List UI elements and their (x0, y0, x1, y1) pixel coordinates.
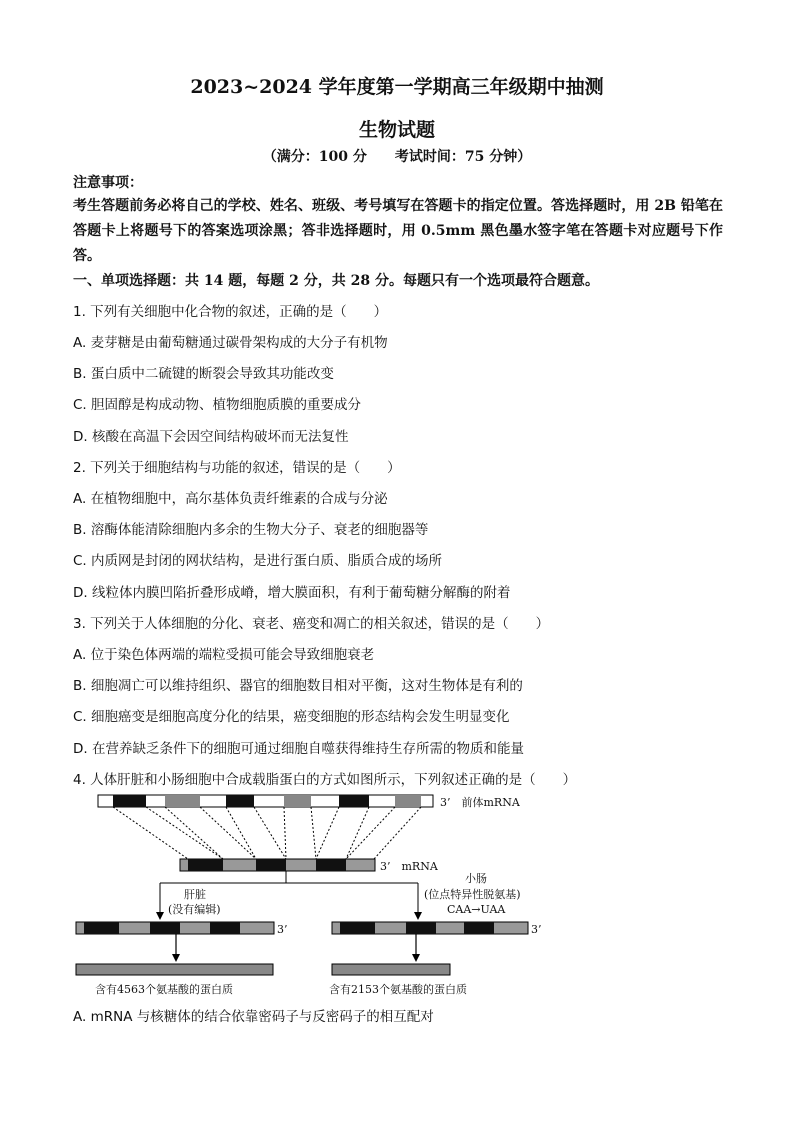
arrow-translate-left (172, 954, 180, 962)
question-stem: 3. 下列关于人体细胞的分化、衰老、癌变和凋亡的相关叙述，错误的是（ ） (73, 616, 550, 632)
question-option: B. 溶酶体能清除细胞内多余的生物大分子、衰老的细胞器等 (73, 522, 429, 538)
question-option: A. 在植物细胞中，高尔基体负责纤维素的合成与分泌 (73, 491, 388, 507)
question-option: C. 内质网是封闭的网状结构，是进行蛋白质、脂质合成的场所 (73, 553, 443, 569)
mrna-label: 3’ mRNA (380, 860, 438, 873)
pre-mrna-bar (98, 795, 433, 807)
question-option: D. 线粒体内膜凹陷折叠形成嵴，增大膜面积，有利于葡萄糖分解酶的附着 (73, 585, 511, 601)
subject-title: 生物试题 (358, 119, 435, 141)
liver-label: 肝脏 (184, 888, 206, 901)
question-option: C. 细胞癌变是细胞高度分化的结果，癌变细胞的形态结构会发生明显变化 (73, 709, 510, 725)
question-option: A. 位于染色体两端的端粒受损可能会导致细胞衰老 (73, 647, 375, 663)
mrna-editing-diagram (70, 788, 550, 1003)
arrow-translate-right (412, 954, 420, 962)
question-option: B. 细胞凋亡可以维持组织、器官的细胞数目相对平衡，这对生物体是有利的 (73, 678, 523, 694)
intestine-mrna-bar (332, 922, 528, 934)
intestine-note: (位点特异性脱氨基) (424, 888, 521, 901)
translation-lines (176, 934, 416, 956)
notes-heading: 注意事项： (73, 175, 143, 191)
question-option: A. mRNA 与核糖体的结合依靠密码子与反密码子的相互配对 (73, 1009, 434, 1025)
mrna-bar (180, 859, 375, 871)
pre-mrna-label: 3’ 前体mRNA (440, 796, 520, 809)
liver-note: (没有编辑) (168, 903, 221, 916)
question-stem: 2. 下列关于细胞结构与功能的叙述，错误的是（ ） (73, 460, 401, 476)
liver-mrna-end: 3’ (277, 923, 288, 936)
question-stem: 1. 下列有关细胞中化合物的叙述，正确的是（ ） (73, 304, 388, 320)
intestine-label: 小肠 (465, 872, 487, 885)
arrow-intestine (414, 912, 422, 920)
long-protein-label: 含有4563个氨基酸的蛋白质 (95, 983, 233, 996)
intestine-mrna-end: 3’ (531, 923, 542, 936)
question-option: B. 蛋白质中二硫键的断裂会导致其功能改变 (73, 366, 334, 382)
question-option: C. 胆固醇是构成动物、植物细胞质膜的重要成分 (73, 397, 362, 413)
exam-title: 2023~2024 学年度第一学期高三年级期中抽测 (190, 76, 604, 98)
exam-info: （满分：100 分 考试时间：75 分钟） (262, 149, 532, 165)
notes-body: 考生答题前务必将自己的学校、姓名、班级、考号填写在答题卡的指定位置。答选择题时，用 2B 铅笔在答题卡上将题号下的答案选项涂黑；答非选择题时，用 0.5mm 黑色墨水签字笔在答题卡对应题号下作答。 (73, 198, 723, 264)
question-option: A. 麦芽糖是由葡萄糖通过碳骨架构成的大分子有机物 (73, 335, 388, 351)
long-protein-bar (76, 964, 273, 975)
question-option: D. 核酸在高温下会因空间结构破坏而无法复性 (73, 429, 349, 445)
arrow-liver (156, 912, 164, 920)
section-heading: 一、单项选择题：共 14 题，每题 2 分，共 28 分。每题只有一个选项最符合题意。 (73, 273, 599, 289)
short-protein-label: 含有2153个氨基酸的蛋白质 (329, 983, 467, 996)
codon-change: CAA→UAA (447, 903, 506, 916)
question-stem: 4. 人体肝脏和小肠细胞中合成载脂蛋白的方式如图所示，下列叙述正确的是（ ） (73, 772, 577, 788)
liver-mrna-bar (76, 922, 274, 934)
question-option: D. 在营养缺乏条件下的细胞可通过细胞自噬获得维持生存所需的物质和能量 (73, 741, 524, 757)
short-protein-bar (332, 964, 450, 975)
splicing-lines (113, 807, 421, 859)
